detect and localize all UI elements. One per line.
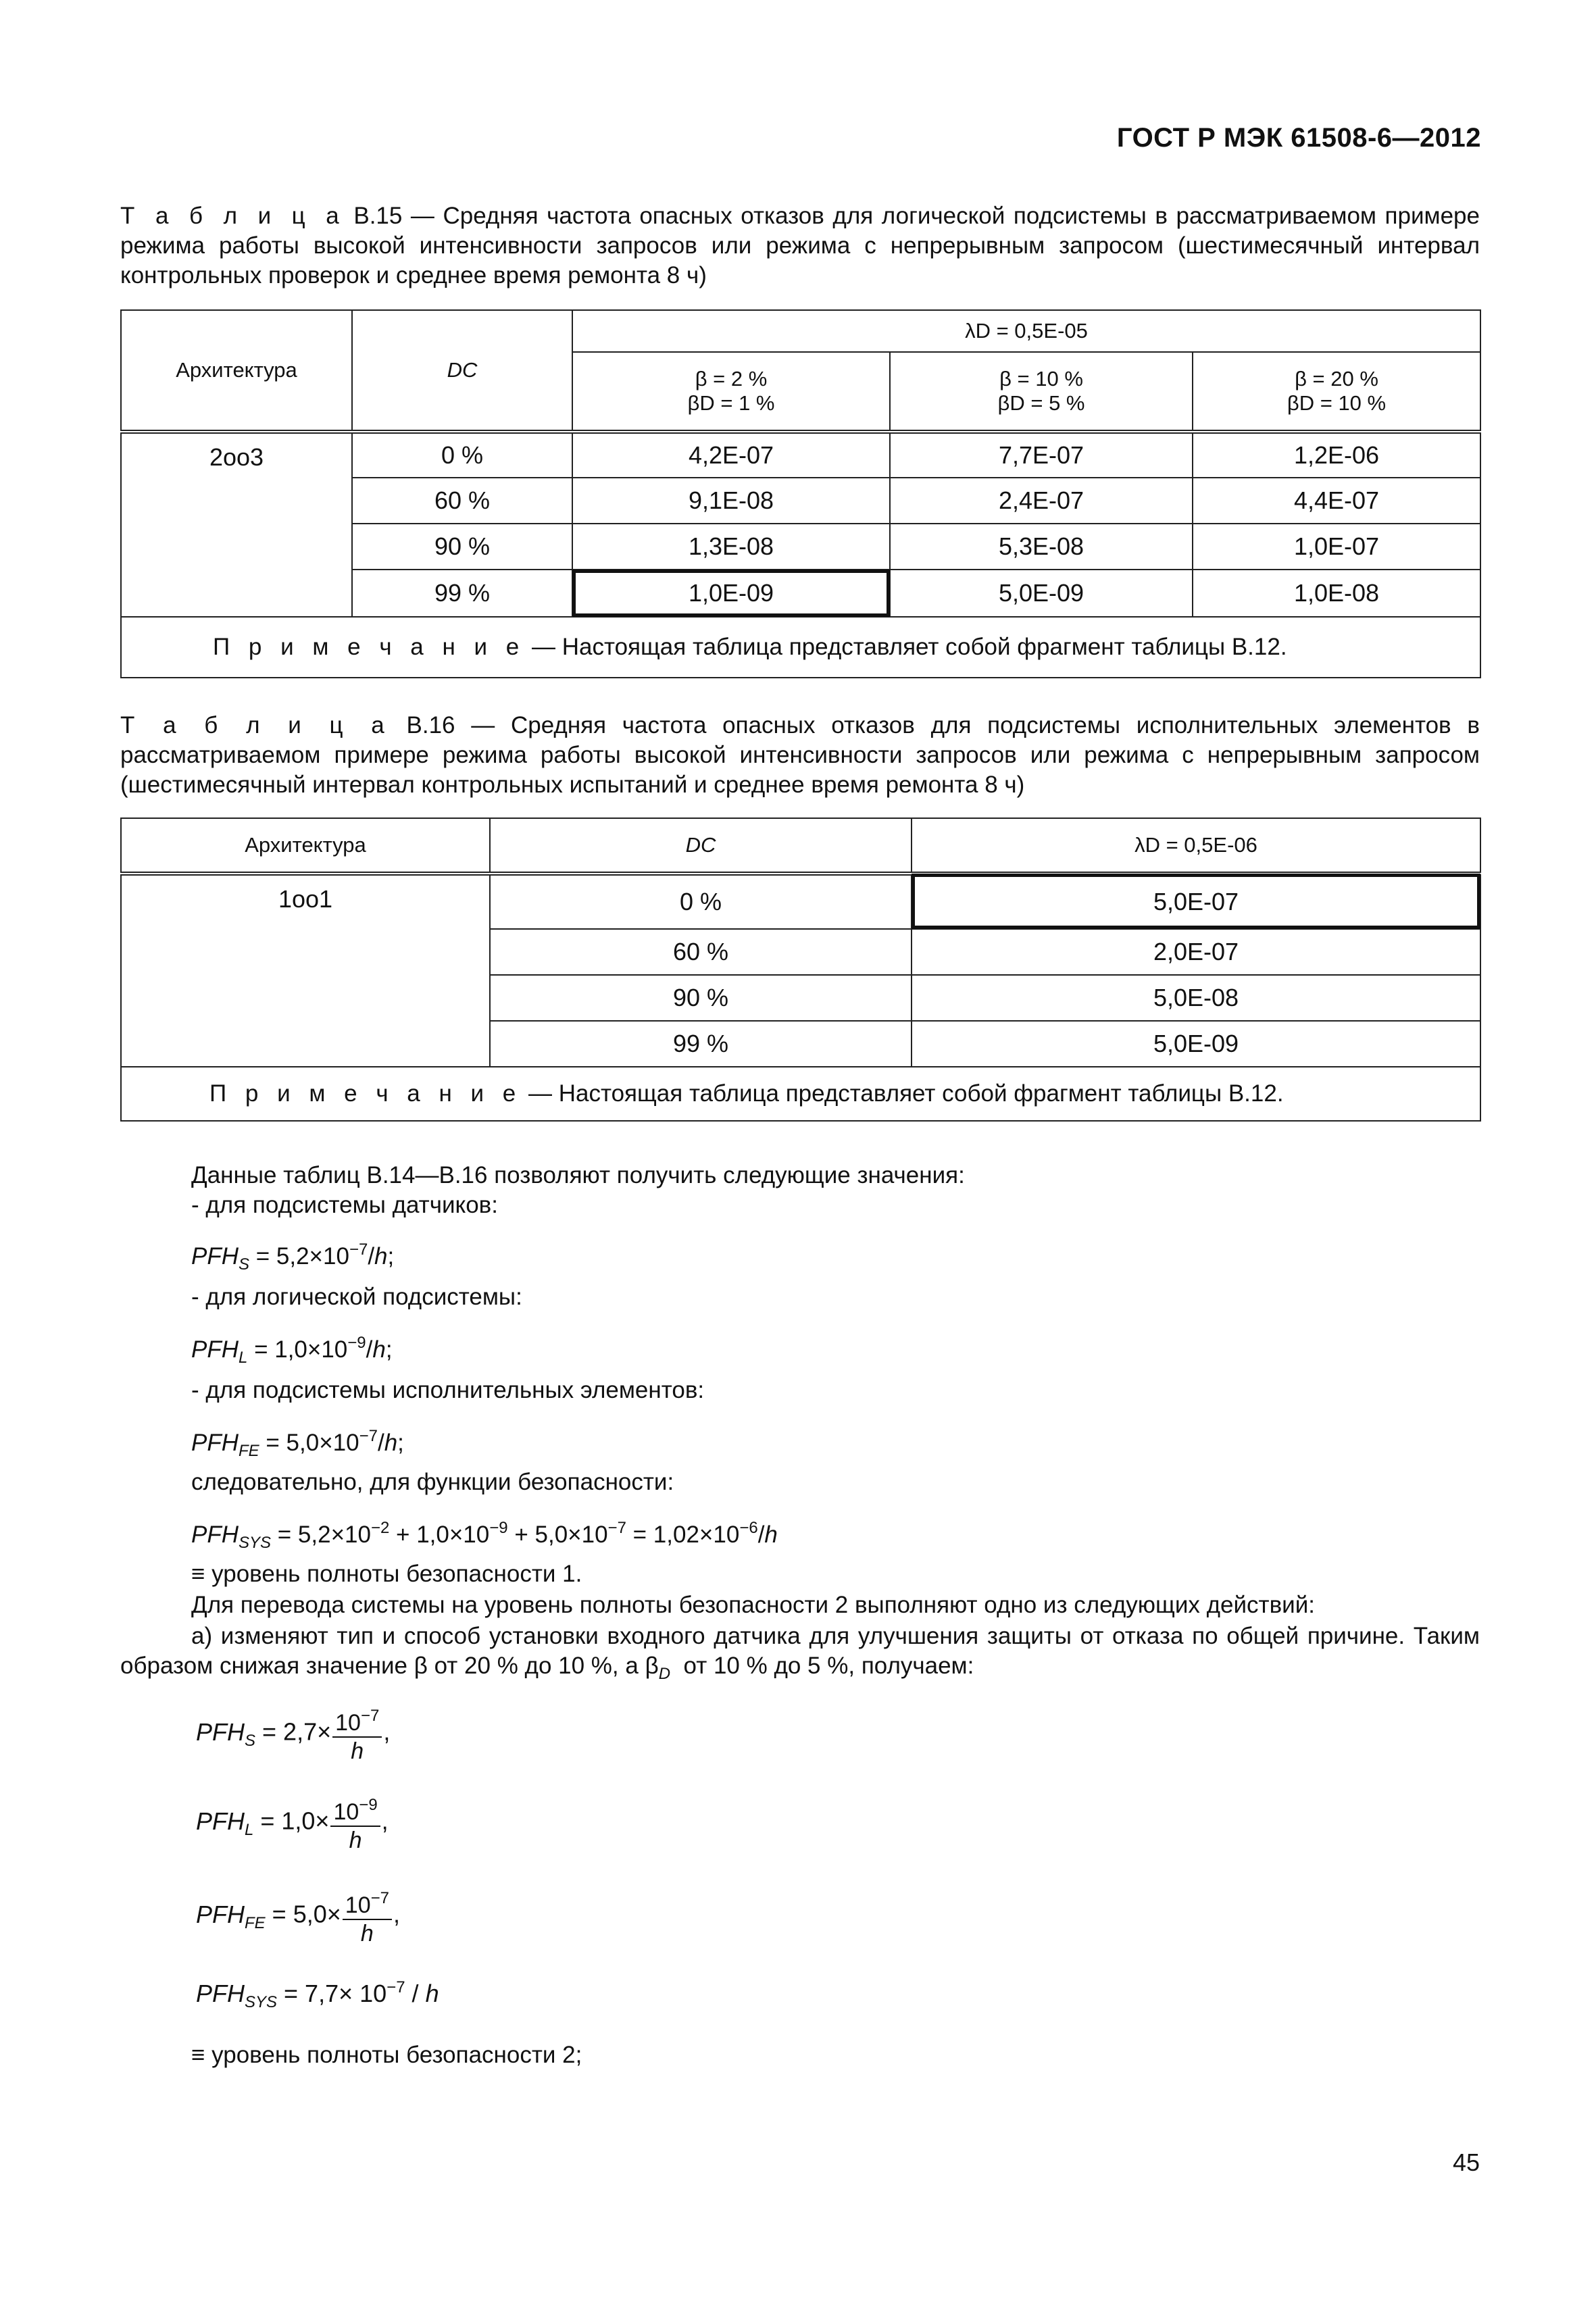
table16-col-dc: DC — [490, 818, 912, 874]
table16-arch: 1oo1 — [121, 874, 490, 1067]
equation-pfh-s: $PFH_S = 2,7\times$ $\frac{10^{-7}}{h}$ , — [196, 1703, 390, 1765]
table-cell: 99 % — [352, 570, 572, 617]
equation-pfh-l: $PFH_L = 1,0\times$ $\frac{10^{-9}}{h}$ , — [196, 1792, 389, 1854]
table-cell: 90 % — [490, 975, 912, 1021]
body-logic: - для логической подсистемы: — [191, 1284, 522, 1310]
table-row — [121, 432, 1480, 478]
table-cell: 2,0E-07 — [912, 929, 1480, 975]
table-cell: 5,0E-09 — [912, 1021, 1480, 1067]
body-therefore: следовательно, для функции безопасности: — [191, 1469, 674, 1495]
formula-pfh-sys: $PFH_{SYS} = 5,2\times 10^{-2} + 1,0\times 10^{-9} + 5,0\times 10^{-7} = 1,02\times 10^{-6}/h$ — [191, 1519, 778, 1552]
table16 — [120, 818, 1481, 1122]
table-cell-highlighted: 1,0E-09 — [572, 570, 890, 617]
body-sil1: ≡ уровень полноты безопасности 1. — [191, 1561, 582, 1587]
table16-caption-label: Т а б л и ц а — [120, 712, 391, 738]
table15 — [120, 309, 1481, 678]
body-transfer: Для перевода системы на уровень полноты безопасности 2 выполняют одно из следующих действий: — [191, 1592, 1315, 1618]
document-header: ГОСТ Р МЭК 61508-6—2012 — [1116, 123, 1481, 153]
table-cell: 0 % — [490, 874, 912, 929]
table-cell: 9,1E-08 — [572, 478, 890, 524]
table-cell: 0 % — [352, 432, 572, 478]
table-cell: 90 % — [352, 524, 572, 570]
table16-caption — [120, 711, 1480, 800]
table16-lambda-header: λD = 0,5E-06 — [912, 818, 1480, 874]
equation-pfh-fe: $PFH_{FE} = 5,0\times$ $\frac{10^{-7}}{h}$ , — [196, 1885, 400, 1947]
table16-note: П р и м е ч а н и е — Настоящая таблица представляет собой фрагмент таблицы В.12. — [121, 1067, 1480, 1121]
body-actuators: - для подсистемы исполнительных элементов: — [191, 1377, 705, 1403]
table15-caption-text: В.15 — Средняя частота опасных отказов для логической подсистемы в рассматриваемом примере режима работы высокой интенсивности запросов или режима с непрерывным запросом (шестимесячный интервал контрольных проверок и среднее время ремонта 8 ч) — [120, 203, 1480, 288]
formula-pfh-l: $PFH_L = 1,0\times 10^{-9}/h$; — [191, 1334, 393, 1367]
table15-beta-col-2: β = 10 % βD = 5 % — [890, 352, 1193, 432]
table15-arch: 2oo3 — [121, 432, 352, 617]
table15-note: П р и м е ч а н и е — Настоящая таблица представляет собой фрагмент таблицы В.12. — [121, 617, 1480, 678]
table-cell: 4,2E-07 — [572, 432, 890, 478]
table15-caption-label: Т а б л и ц а — [120, 203, 345, 229]
table-cell: 60 % — [352, 478, 572, 524]
formula-pfh-fe: $PFH_{FE} = 5,0\times 10^{-7}/h$; — [191, 1427, 404, 1460]
table-cell: 7,7E-07 — [890, 432, 1193, 478]
table-cell-highlighted: 5,0E-07 — [912, 874, 1480, 929]
body-sil2: ≡ уровень полноты безопасности 2; — [191, 2042, 582, 2068]
body-intro: Данные таблиц В.14—В.16 позволяют получить следующие значения: — [191, 1162, 965, 1188]
table-cell: 4,4E-07 — [1193, 478, 1480, 524]
table-cell: 60 % — [490, 929, 912, 975]
table-cell: 99 % — [490, 1021, 912, 1067]
formula-pfh-s: $PFH_S = 5,2\times 10^{-7}/h$; — [191, 1240, 395, 1274]
table-cell: 5,0E-09 — [890, 570, 1193, 617]
table16-caption-text: В.16 — Средняя частота опасных отказов для подсистемы исполнительных элементов в рассматриваемом примере режима работы высокой интенсивности запросов или режима с непрерывным запросом (шестимесячный интервал контрольных испытаний и среднее время ремонта 8 ч) — [120, 712, 1480, 798]
table-cell: 1,3E-08 — [572, 524, 890, 570]
page-number: 45 — [1452, 2148, 1480, 2176]
table-cell: 5,0E-08 — [912, 975, 1480, 1021]
table15-caption — [120, 201, 1480, 291]
table-row — [121, 874, 1480, 929]
table15-lambda-header: λD = 0,5E-05 — [572, 310, 1480, 352]
table-cell: 5,3E-08 — [890, 524, 1193, 570]
table-cell: 2,4E-07 — [890, 478, 1193, 524]
equation-pfh-sys: $PFH_{SYS} = 7,7\times 10^{-7} / h$ — [196, 1978, 439, 2011]
table15-col-dc: DC — [352, 310, 572, 432]
table15-beta-col-1: β = 2 % βD = 1 % — [572, 352, 890, 432]
body-item-a: а) изменяют тип и способ установки входного датчика для улучшения защиты от отказа по общей причине. Таким образом снижая значение β от 20 % до 10 %, а $\beta_D$ от 10 % до 5 %, получаем: — [120, 1623, 1480, 1683]
table-cell: 1,0E-07 — [1193, 524, 1480, 570]
table-cell: 1,0E-08 — [1193, 570, 1480, 617]
table15-beta-col-3: β = 20 % βD = 10 % — [1193, 352, 1480, 432]
table15-col-arch: Архитектура — [121, 310, 352, 432]
table16-col-arch: Архитектура — [121, 818, 490, 874]
table-cell: 1,2E-06 — [1193, 432, 1480, 478]
body-sensors: - для подсистемы датчиков: — [191, 1192, 498, 1218]
